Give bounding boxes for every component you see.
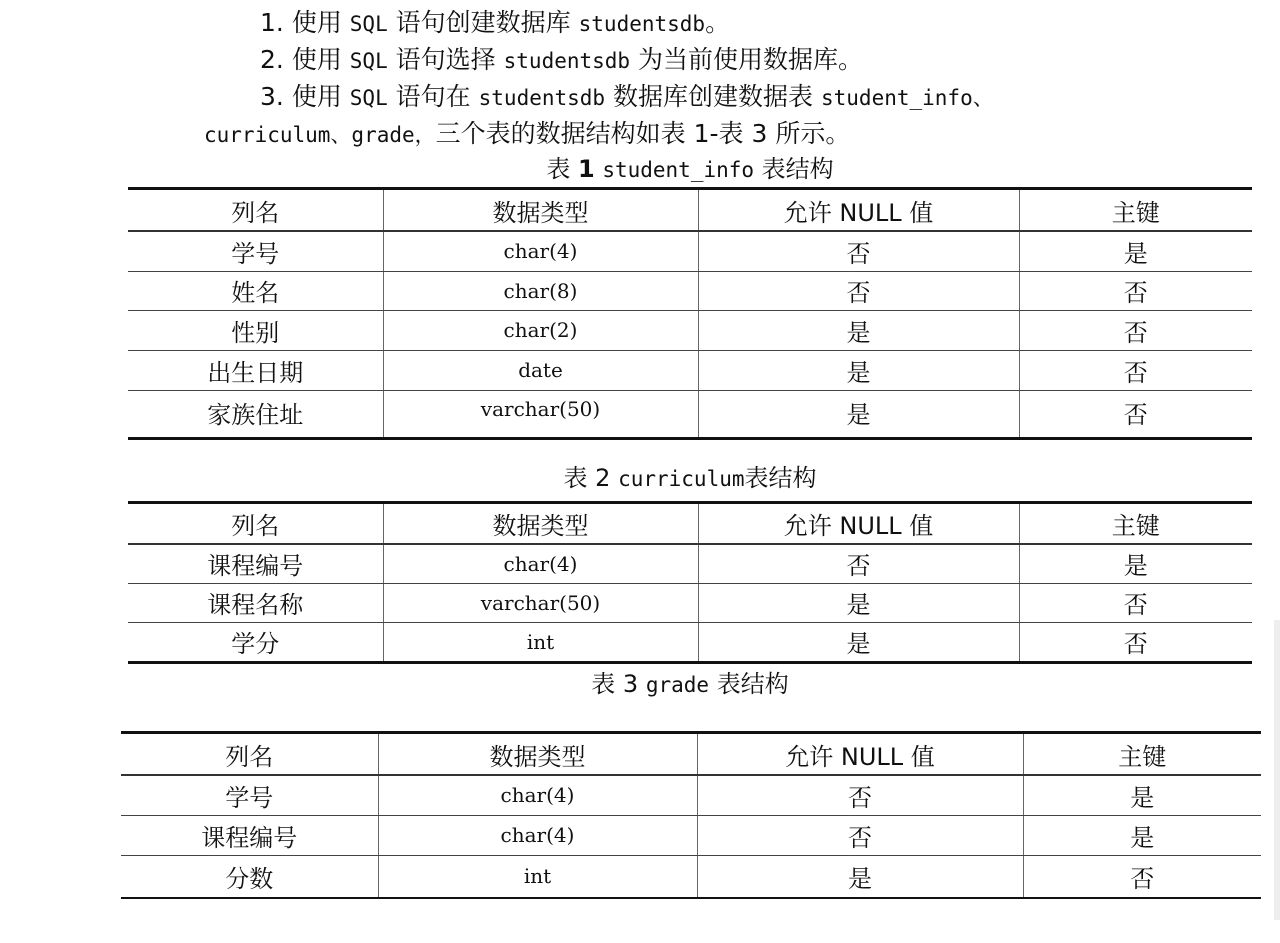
header-cell: 主键	[1019, 190, 1252, 231]
cell: 是	[697, 855, 1023, 897]
header-cell: 主键	[1023, 734, 1261, 775]
caption-number: 3	[622, 670, 639, 698]
item-text: 语句在	[395, 82, 471, 111]
item-text: 语句选择	[395, 45, 496, 74]
item-text: 使用	[291, 45, 342, 74]
table-2-caption	[128, 463, 1252, 494]
cell: 是	[1023, 815, 1261, 855]
cell: int	[383, 622, 698, 661]
table-row	[128, 583, 1252, 622]
cell: 否	[697, 775, 1023, 815]
table-header-row	[128, 190, 1252, 231]
cell: char(4)	[383, 231, 698, 271]
table-row	[128, 622, 1252, 661]
table-3-caption	[128, 669, 1252, 700]
sql-keyword: SQL	[349, 86, 388, 110]
table-row	[128, 310, 1252, 350]
table-3-grade	[121, 734, 1261, 897]
page-edge-scrollbar[interactable]	[1274, 620, 1280, 920]
caption-number: 2	[595, 464, 611, 492]
cell: 否	[698, 544, 1019, 583]
table-row	[128, 390, 1252, 437]
instruction-3-continuation	[204, 119, 850, 150]
header-cell: 数据类型	[378, 734, 697, 775]
sql-keyword: SQL	[349, 12, 388, 36]
table-1-student-info	[128, 190, 1252, 437]
item-text: 数据库创建数据表	[613, 82, 814, 111]
header-cell: 允许 NULL 值	[697, 734, 1023, 775]
caption-suffix: 表结构	[744, 464, 817, 492]
caption-prefix: 表	[563, 464, 588, 492]
item-text: 使用	[291, 8, 342, 37]
instruction-3	[260, 82, 994, 113]
cell: date	[383, 350, 698, 390]
table-name: student_info、	[821, 86, 994, 110]
cell: char(8)	[383, 271, 698, 310]
cell: 是	[698, 622, 1019, 661]
item-text: 为当前使用数据库。	[638, 45, 864, 74]
cell: 性别	[128, 310, 383, 350]
table-row	[128, 350, 1252, 390]
table-2-curriculum	[128, 504, 1252, 661]
header-cell: 数据类型	[383, 504, 698, 544]
cell: 课程名称	[128, 583, 383, 622]
cell: 否	[1019, 350, 1252, 390]
cell: 否	[698, 231, 1019, 271]
caption-prefix: 表	[546, 155, 571, 183]
cell: 是	[698, 583, 1019, 622]
sql-keyword: SQL	[349, 49, 388, 73]
header-cell: 列名	[128, 190, 383, 231]
table-header-row	[128, 504, 1252, 544]
table-1-caption	[128, 154, 1252, 185]
item-number: 3.	[260, 82, 284, 111]
cell: 学号	[128, 231, 383, 271]
caption-suffix: 表结构	[716, 670, 789, 698]
table-2-bottom-rule	[128, 661, 1252, 664]
cell: char(4)	[383, 544, 698, 583]
caption-table-name: grade	[645, 673, 710, 697]
cell: char(4)	[378, 815, 697, 855]
table-1-bottom-rule	[128, 437, 1252, 440]
instruction-2	[260, 45, 863, 76]
cell: varchar(50)	[383, 583, 698, 622]
cell: 否	[1019, 310, 1252, 350]
cell: 学分	[128, 622, 383, 661]
cell: 是	[698, 310, 1019, 350]
header-cell: 列名	[128, 504, 383, 544]
item-text: 语句创建数据库	[395, 8, 571, 37]
header-cell: 允许 NULL 值	[698, 504, 1019, 544]
table-header-row	[121, 734, 1261, 775]
caption-prefix: 表	[591, 670, 616, 698]
header-cell: 主键	[1019, 504, 1252, 544]
caption-table-name: student_info	[602, 158, 755, 182]
cell: 出生日期	[128, 350, 383, 390]
table-3-bottom-rule	[121, 897, 1261, 899]
item-number: 1.	[260, 8, 284, 37]
cell: 家族住址	[128, 390, 383, 437]
db-name: studentsdb	[578, 12, 706, 36]
cell: 是	[1019, 231, 1252, 271]
cell: int	[378, 855, 697, 897]
header-cell: 允许 NULL 值	[698, 190, 1019, 231]
db-name: studentsdb	[503, 49, 631, 73]
cell: 姓名	[128, 271, 383, 310]
cell: char(2)	[383, 310, 698, 350]
instruction-1	[260, 8, 730, 39]
cell: 是	[698, 350, 1019, 390]
cell: 否	[1123, 630, 1148, 659]
cell: 是	[1023, 775, 1261, 815]
db-name: studentsdb	[478, 86, 606, 110]
cell: 否	[698, 271, 1019, 310]
cell: 否	[697, 815, 1023, 855]
cell: 否	[1019, 271, 1252, 310]
cell: 否	[1019, 583, 1252, 622]
item-number: 2.	[260, 45, 284, 74]
header-cell: 列名	[121, 734, 378, 775]
item-text: 三个表的数据结构如表 1-表 3 所示。	[435, 119, 851, 148]
cell: 学号	[121, 775, 378, 815]
table-row	[121, 855, 1261, 897]
caption-number: 1	[577, 155, 595, 183]
cell: 否	[1130, 864, 1155, 893]
item-text: 使用	[291, 82, 342, 111]
cell: char(4)	[378, 775, 697, 815]
cell: varchar(50)	[383, 390, 698, 437]
header-cell: 数据类型	[383, 190, 698, 231]
cell: 是	[1019, 544, 1252, 583]
table-row	[121, 775, 1261, 815]
table-row	[128, 271, 1252, 310]
cell: 否	[1123, 400, 1148, 429]
cell: 分数	[121, 855, 378, 897]
caption-table-name: curriculum	[618, 467, 745, 491]
table-row	[121, 815, 1261, 855]
cell: 是	[698, 390, 1019, 437]
table-row	[128, 231, 1252, 271]
item-text: 。	[705, 8, 731, 37]
cell: 课程编号	[128, 544, 383, 583]
cell: 课程编号	[121, 815, 378, 855]
table-row	[128, 544, 1252, 583]
table-names: curriculum、grade，	[204, 123, 436, 147]
caption-suffix: 表结构	[761, 155, 834, 183]
